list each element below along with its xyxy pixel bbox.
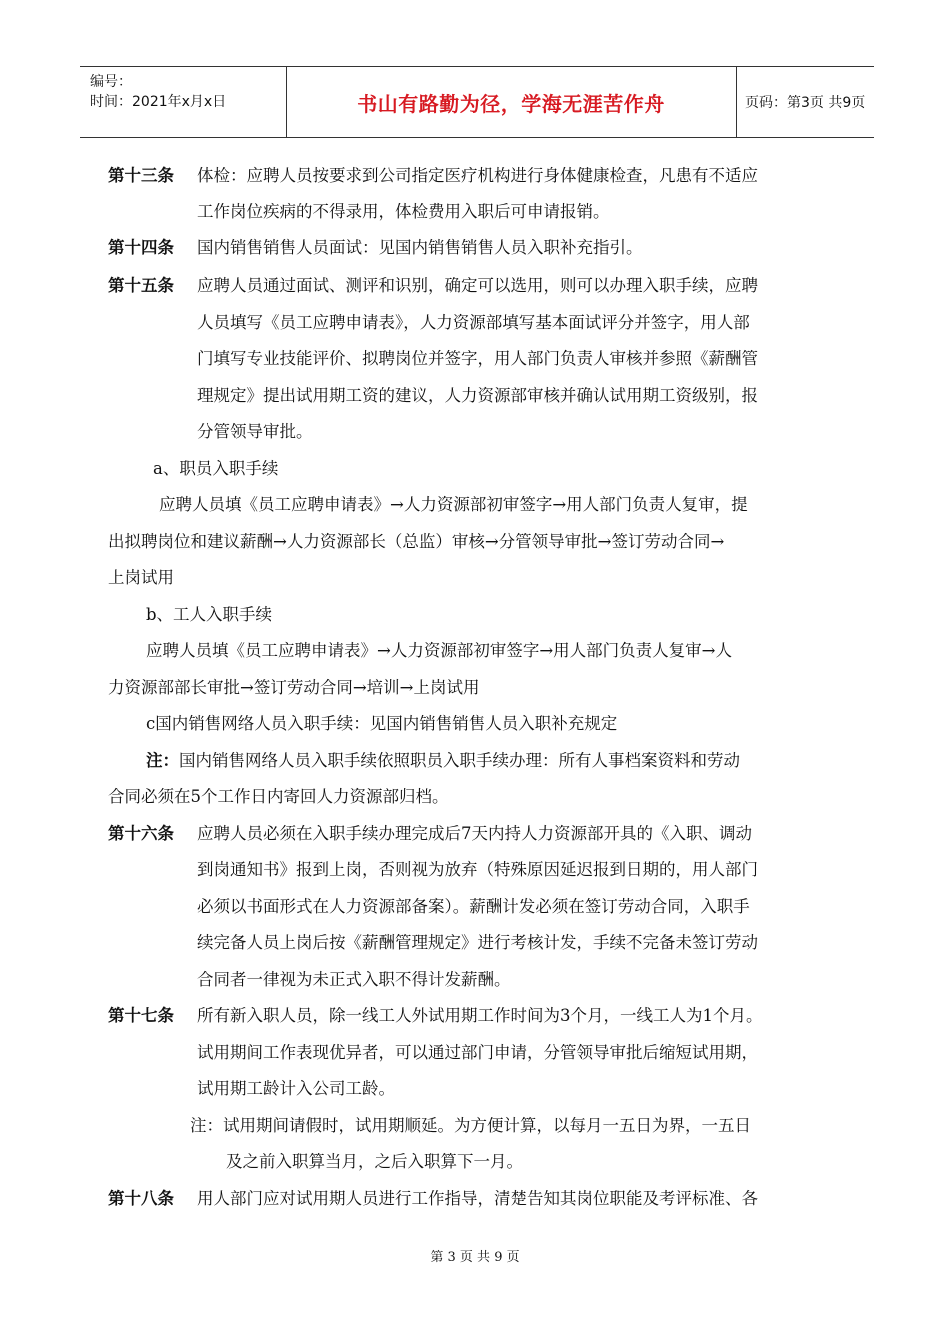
article-13-line: 工作岗位疾病的不得录用，体检费用入职后可申请报销。	[197, 202, 610, 221]
article-16-label: 第十六条	[108, 824, 174, 843]
article-15-line: 门填写专业技能评价、拟聘岗位并签字，用人部门负责人审核并参照《薪酬管	[197, 349, 758, 368]
article-15-line: 应聘人员通过面试、测评和识别，确定可以选用，则可以办理入职手续，应聘	[197, 276, 758, 295]
time-label: 时间：2021年x月x日	[90, 94, 227, 110]
page-header	[80, 66, 874, 138]
article-16-line: 续完备人员上岗后按《薪酬管理规定》进行考核计发，手续不完备未签订劳动	[197, 933, 758, 952]
article-15-line: 人员填写《员工应聘申请表》，人力资源部填写基本面试评分并签字，用人部	[197, 313, 750, 332]
article-13-line: 体检：应聘人员按要求到公司指定医疗机构进行身体健康检查，凡患有不适应	[197, 166, 758, 185]
header-motto: 书山有路勤为径，学海无涯苦作舟	[357, 91, 665, 116]
header-page-info: 页码：第3页 共9页	[745, 95, 866, 111]
article-17-note: 及之前入职算当月，之后入职算下一月。	[226, 1152, 523, 1171]
article-18-label: 第十八条	[108, 1189, 174, 1208]
article-14-line: 国内销售销售人员面试：见国内销售销售人员入职补充指引。	[197, 238, 643, 257]
article-17-line: 所有新入职人员，除一线工人外试用期工作时间为3个月，一线工人为1个月。	[197, 1006, 763, 1025]
note-line: 合同必须在5个工作日内寄回人力资源部归档。	[108, 787, 449, 806]
subsection-a-line: 上岗试用	[108, 568, 174, 587]
note-line	[146, 751, 740, 771]
header-meta	[80, 67, 286, 137]
article-15-label: 第十五条	[108, 276, 174, 295]
article-18-line: 用人部门应对试用期人员进行工作指导，清楚告知其岗位职能及考评标准、各	[197, 1189, 758, 1208]
article-17-line: 试用期间工作表现优异者，可以通过部门申请，分管领导审批后缩短试用期，	[197, 1043, 758, 1062]
subsection-a-line: 应聘人员填《员工应聘申请表》→人力资源部初审签字→用人部门负责人复审，提	[159, 495, 748, 514]
article-15-line: 分管领导审批。	[197, 422, 313, 441]
article-16-line: 到岗通知书》报到上岗，否则视为放弃（特殊原因延迟报到日期的，用人部门	[197, 860, 758, 879]
article-16-line: 合同者一律视为未正式入职不得计发薪酬。	[197, 970, 511, 989]
subsection-c-line: c国内销售网络人员入职手续：见国内销售销售人员入职补充规定	[146, 714, 618, 733]
article-17-line: 试用期工龄计入公司工龄。	[197, 1079, 395, 1098]
note-label: 注：	[146, 751, 179, 770]
subsection-b-line: 应聘人员填《员工应聘申请表》→人力资源部初审签字→用人部门负责人复审→人	[146, 641, 732, 660]
article-15-line: 理规定》提出试用期工资的建议，人力资源部审核并确认试用期工资级别，报	[197, 386, 758, 405]
article-17-note: 注：试用期间请假时，试用期顺延。为方便计算，以每月一五日为界，一五日	[190, 1116, 751, 1135]
number-label: 编号：	[90, 74, 132, 90]
article-13-label: 第十三条	[108, 166, 174, 185]
page-footer: 第 3 页 共 9 页	[430, 1250, 520, 1265]
subsection-b-line: 力资源部部长审批→签订劳动合同→培训→上岗试用	[108, 678, 480, 697]
article-16-line: 应聘人员必须在入职手续办理完成后7天内持人力资源部开具的《入职、调动	[197, 824, 752, 843]
subsection-a-line: 出拟聘岗位和建议薪酬→人力资源部长（总监）审核→分管领导审批→签订劳动合同→	[108, 532, 725, 551]
subsection-b-title: b、工人入职手续	[146, 605, 273, 624]
subsection-a-title: a、职员入职手续	[153, 459, 279, 478]
article-14-label: 第十四条	[108, 238, 174, 257]
article-17-label: 第十七条	[108, 1006, 174, 1025]
article-16-line: 必须以书面形式在人力资源部备案）。薪酬计发必须在签订劳动合同，入职手	[197, 897, 750, 916]
note-text: 国内销售网络人员入职手续依照职员入职手续办理：所有人事档案资料和劳动	[179, 751, 740, 770]
